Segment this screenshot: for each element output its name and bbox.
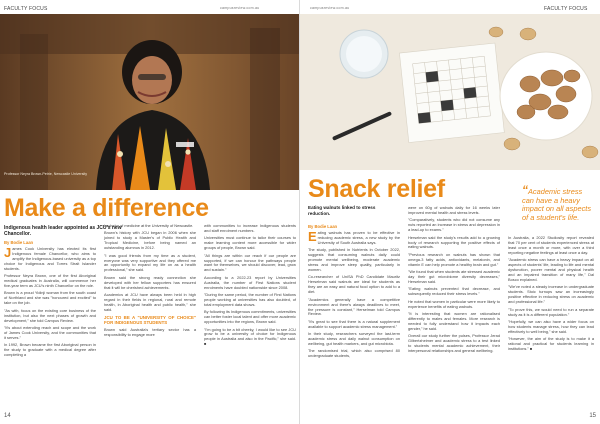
paragraph: were on 60g of walnuts daily for 16 weeks later improved mental health and stress levels. <box>408 205 500 215</box>
paragraph: "It's great to see that there is a natural supplement available to support academic stress management." <box>308 318 400 329</box>
article-headline: Make a difference <box>4 194 209 222</box>
paragraph: According to a 2022-23 report by Universities Australia, the number of First Nations student enrolments have doubled nationwide since 2008. <box>204 274 296 290</box>
right-section-label: FACULTY FOCUS <box>544 6 588 12</box>
paragraph: "To prove this, we would need to run a separate study as it is a different population." <box>508 306 594 317</box>
right-column-3 <box>508 236 594 354</box>
paragraph: "It is interesting that women are rationalised differently to males and females. More research is needed to fully understand how it impacts each gender," he said. <box>408 310 500 331</box>
quote-mark-icon: “ <box>522 183 528 197</box>
paragraph: In 1992, Brown became the first Aboriginal person in the study to graduate with a medical degree after completing a <box>4 342 96 358</box>
paragraph: Herselman said the study's results add to a growing body of research supporting the positive effects of eating walnuts. <box>408 234 500 250</box>
paragraph: "However, the aim of the study is to make it a rational and practical for students learning in institutions." ■ <box>508 336 594 352</box>
article-headline: Snack relief <box>308 175 445 203</box>
paragraph: Professor Neyra Brown, one of the first Aboriginal medical graduates in Australia, will commence her five-year term as JCU's ninth Chancellor on the role. <box>4 273 96 289</box>
paragraph: Academics at JCU have always been held in high regard in their fields in regional, rural and remote health, in Aboriginal health and public health," she said. <box>104 292 196 312</box>
paragraph: By following its Indigenous commitments, universities can better foster local talent and offer more academic opportunities into the regions, Brown said. <box>204 309 296 325</box>
right-page-url: campusreview.com.au <box>310 6 350 10</box>
paragraph: "We found that when students ate stressed academic day their gut microbiome diversity decreases," Herselman said. <box>408 269 500 284</box>
left-column-2 <box>104 224 196 340</box>
paragraph: James Cook University has elected its first Indigenous female Chancellor, who aims to amplify the Indigenous-based university as a top choice for Indigenous and Torres Strait Islander students. <box>4 245 96 271</box>
paragraph: Brown said the strong ready connection she developed with her fellow supporters has ensured that it will be cherished achievements. <box>104 274 196 290</box>
left-section-label: FACULTY FOCUS <box>4 6 48 12</box>
article-standfirst: Eating walnuts linked to stress reduction. <box>308 205 376 216</box>
left-page-url: campusreview.com.au <box>220 6 260 10</box>
paragraph: The study, published in Nutrients in October 2022, suggests that consuming walnuts daily could promote mental wellbeing, moderate academic stress and improve sleep quality, particularly in women. <box>308 247 400 273</box>
paragraph: with communities to increase Indigenous students and staff enrolment numbers. <box>204 223 296 233</box>
article-byline: By Bodie Laan <box>308 224 338 229</box>
paragraph: "Academic stress can have a heavy impact on all aspects of students' life, leading to life and mental dysfunction, poorer mental and physical health and an impaired transition of many life," Dal Bosco explained. <box>508 257 594 283</box>
paragraph: "Hopefully, we can also have a wider focus on how students manage stress, how they can lead effectively to well being," she said. <box>508 318 594 334</box>
paragraph: In Australia, a 2022 Studiosity report revealed that 70 per cent of students experienced stress at least once a month or more, with over a third reporting negative feelings at least once a day. <box>508 235 594 255</box>
pull-quote <box>522 183 594 222</box>
paragraph: "Comparatively, students who did not consume any nuts reported an increase in stress and depression in a lead-up to exams." <box>408 217 500 233</box>
paragraph: Eating walnuts has proven to be effective in reducing academic stress, a new study by the University of South Australia says. <box>308 229 400 245</box>
paragraph: In their study, researchers surveyed the last-term academic stress and daily walnut consumption on wellbeing, gut health markers, and gut microbiota. <box>308 331 400 347</box>
page-number: 14 <box>4 413 11 419</box>
paragraph: The randomised trial, which also comprised 80 undergraduate students, <box>308 348 400 359</box>
paragraph: "We've noted a steady increase in undergraduate students. Stoic turnups saw an increasingly positive effective in reducing stress on academic and professional life." <box>508 284 594 305</box>
paragraph: Overall our study further the pulses, Professor Jerad Gilbertzheimer and academic stress to a test linked to students mental academic achievement, their interpersonal relationships and general wellbeing. <box>408 333 500 353</box>
right-page <box>300 0 600 424</box>
left-column-1 <box>4 247 96 360</box>
paragraph: "It's about extending reach and scope and the work of James Cook University, and the communities that it serves." <box>4 324 96 340</box>
paragraph: Brown's history with JCU began in 2006 when she joined to study a Master's of Public Health and Tropical Medicine, before being named an outstanding alumnus in 2012. <box>104 230 196 251</box>
paragraph: "Academics generally have a competitive environment and there's always deadlines to meet, the pressure is constant," Herselman told Campus Review. <box>308 296 400 317</box>
paragraph: Brown said Australia's tertiary sector has a responsibility to engage more <box>104 326 196 337</box>
article-byline: By Bodie Laan <box>4 240 34 245</box>
paragraph: "Previous research on walnuts has shown that omega-3 fatty acids, antioxidants, melatonin, and vitamin E can help promote a healthy brain and gut." <box>408 251 500 267</box>
pull-quote-text: Academic stress can have a heavy impact on all aspects of a student's life. <box>522 187 592 222</box>
article-standfirst: Indigenous health leader appointed as JCU's new Chancellor. <box>4 225 122 237</box>
chancellor-portrait-photo <box>0 14 300 190</box>
paragraph: He noted that women in particular were more likely to experience benefits of eating walnuts. <box>408 298 500 309</box>
photo-caption: Professor Neyra Brown-Petrie, Newcastle University <box>4 172 88 176</box>
section-subhead: JCU TO BE A "UNIVERSITY OF CHOICE" FOR INDIGENOUS STUDENTS <box>104 315 196 326</box>
paragraph: "I'm going to be a bit cheeky, I would like to see JCU grow to be a university of choice for Indigenous people in Australia and also in the Pacific," she said. ■ <box>204 326 296 347</box>
page-number: 15 <box>589 413 596 419</box>
paragraph: "During the same period, the number of First Nations people working at universities has also doubled, of total employment data shows. <box>204 292 296 307</box>
right-column-2 <box>408 206 500 356</box>
paragraph: Co-researcher of UniSA PhD Candidate Mauritz Herselman said walnuts are ideal for students as they are an easy and natural food option to add to a diet. <box>308 274 400 295</box>
paragraph: "As with, focus on the existing core business of the institution, but also the next phases of growth and development," she told Campus Review. <box>4 307 96 323</box>
paragraph: "Eating walnuts prevented that decrease, and subsequently reduced their stress levels." <box>408 286 500 297</box>
left-column-3 <box>204 224 296 350</box>
paragraph: Universities must continue to tailor their courses to make learning content more accessible for wider groups of people, Brown said. <box>204 235 296 251</box>
paragraph: bachelor of medicine at the University of Newcastle. <box>104 223 194 228</box>
right-column-1 <box>308 231 400 362</box>
walnuts-photo <box>300 14 600 170</box>
paragraph: "All things are within our reach if our people are supported, if we can honour the pathways people want for themselves, we should discover, lead, grow and sustain." <box>204 252 296 273</box>
paragraph: Brown is a proud Yidinji woman from the south coast of Northland and she was "honoured and excited" to take on the job. <box>4 290 96 306</box>
paragraph: "I was good friends from my time as a student, everyone was very supportive and they offered me an opportunity to expand my life on as a health professional," she said. <box>104 252 196 273</box>
